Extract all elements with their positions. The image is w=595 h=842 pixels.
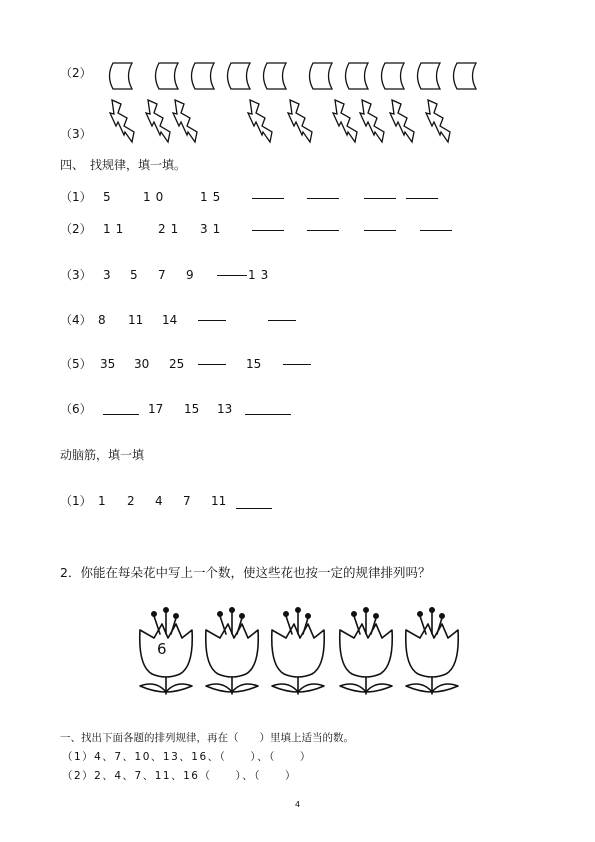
flower-input[interactable] [212, 640, 242, 660]
s4-row4-n3: 14 [162, 313, 178, 327]
flower-input[interactable] [350, 640, 380, 660]
s4-row5-n3: 25 [169, 357, 185, 371]
s4-row5-n2: 30 [134, 357, 150, 371]
s4-row3-n2: 5 [130, 268, 138, 282]
pattern-row-3-label: （3） [60, 127, 92, 141]
s4-row4-n2: 11 [128, 313, 144, 327]
s4-row6-n3: 13 [217, 402, 233, 416]
page-number: 4 [295, 800, 301, 809]
section1-row2: （2）2、4、7、11、16（ ）、（ ） [62, 770, 297, 782]
s4-row1-n1: 5 [103, 190, 111, 204]
s4-row2-n1: 11 [103, 222, 129, 236]
q2-text: 2．你能在每朵花中写上一个数，使这些花也按一定的规律排列吗？ [60, 565, 431, 580]
s4-row6-label: （6） [60, 402, 92, 416]
brain-n1: 1 [98, 494, 106, 508]
s4-row5-n4: 15 [246, 357, 262, 371]
brain-n2: 2 [127, 494, 135, 508]
brain-row-label: （1） [60, 494, 92, 508]
s4-row3-n5: 13 [248, 268, 274, 282]
s4-row5-n1: 35 [100, 357, 116, 371]
section1-row1: （1）4、7、10、13、16、（ ）、（ ） [62, 751, 312, 763]
s4-row3-n4: 9 [186, 268, 194, 282]
brain-n5: 11 [211, 494, 227, 508]
brain-n4: 7 [183, 494, 191, 508]
flower-number: 6 [157, 640, 167, 658]
s4-row6-n2: 15 [184, 402, 200, 416]
flower-input[interactable] [277, 640, 307, 660]
flower-input[interactable] [415, 640, 445, 660]
s4-row4-n1: 8 [98, 313, 106, 327]
pattern-row-2-label: （2） [60, 66, 92, 80]
s4-row2-label: （2） [60, 222, 92, 236]
s4-row3-n1: 3 [103, 268, 111, 282]
section4-heading: 四、 找规律，填一填。 [60, 158, 187, 172]
s4-row1-n3: 15 [200, 190, 226, 204]
s4-row1-n2: 10 [143, 190, 169, 204]
s4-row6-n1: 17 [148, 402, 164, 416]
section1-heading: 一、找出下面各题的排列规律，再在（ ）里填上适当的数。 [60, 732, 354, 744]
brain-heading: 动脑筋，填一填 [60, 448, 145, 462]
s4-row1-label: （1） [60, 190, 92, 204]
s4-row3-label: （3） [60, 268, 92, 282]
brain-n3: 4 [155, 494, 163, 508]
s4-row5-label: （5） [60, 357, 92, 371]
s4-row3-n3: 7 [158, 268, 166, 282]
s4-row2-n3: 31 [200, 222, 226, 236]
s4-row4-label: （4） [60, 313, 92, 327]
s4-row2-n2: 21 [158, 222, 184, 236]
